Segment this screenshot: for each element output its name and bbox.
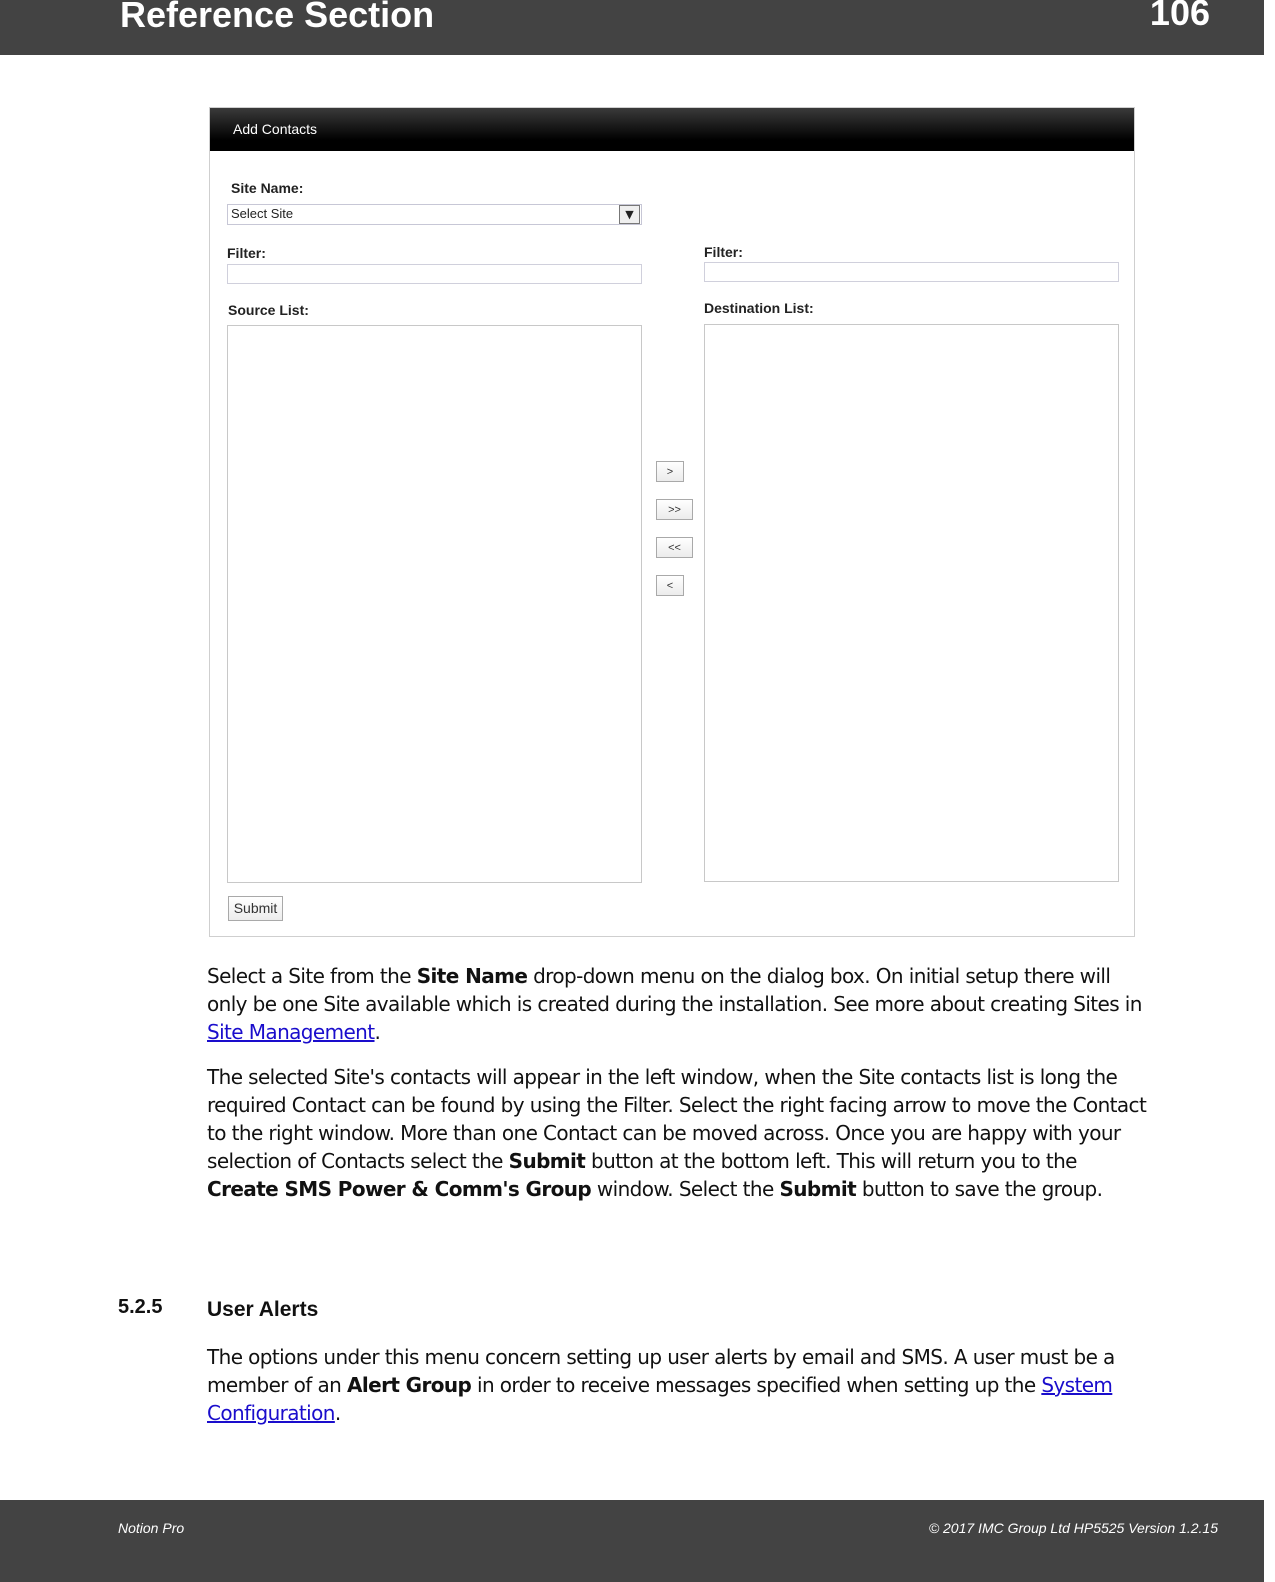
footer-product: Notion Pro bbox=[118, 1520, 185, 1536]
filter-right-input[interactable] bbox=[704, 262, 1119, 282]
destination-list-label: Destination List: bbox=[704, 300, 814, 316]
text: button to save the group. bbox=[856, 1177, 1103, 1201]
site-select-value: Select Site bbox=[231, 206, 294, 221]
source-list-label: Source List: bbox=[228, 302, 309, 318]
text: . bbox=[334, 1401, 341, 1425]
system-configuration-link[interactable]: System Configuration bbox=[207, 1373, 1113, 1425]
filter-left-input[interactable] bbox=[227, 264, 642, 284]
site-management-link[interactable]: Site Management bbox=[207, 1020, 375, 1044]
move-right-button[interactable]: > bbox=[656, 461, 684, 482]
text: The options under this menu concern setting up user alerts by email and SMS. A user must be a member of an bbox=[207, 1345, 1115, 1397]
paragraph-user-alerts bbox=[207, 1343, 1152, 1427]
text: in order to receive messages specified when setting up the bbox=[471, 1373, 1042, 1397]
move-all-left-button[interactable]: << bbox=[656, 537, 693, 558]
chevron-down-icon[interactable]: ▼ bbox=[619, 205, 640, 224]
section-title: User Alerts bbox=[207, 1298, 319, 1321]
section-number: 5.2.5 bbox=[118, 1296, 163, 1318]
site-name-select[interactable] bbox=[227, 204, 642, 225]
footer-copyright: © 2017 IMC Group Ltd HP5525 Version 1.2.15 bbox=[928, 1520, 1218, 1536]
text: . bbox=[374, 1020, 381, 1044]
header-title: Reference Section bbox=[120, 0, 435, 35]
filter-left-label: Filter: bbox=[227, 245, 266, 261]
add-contacts-dialog bbox=[209, 107, 1135, 937]
source-list[interactable] bbox=[227, 325, 642, 883]
text: The selected Site's contacts will appear in the left window, when the Site contacts list is long the required Contact can be found by using the Filter. Select the right facing arrow to move the Contact to the right window. More than one Contact can be moved across. Once you are happy with your selection of Contacts select the bbox=[207, 1065, 1147, 1173]
filter-right-label: Filter: bbox=[704, 244, 743, 260]
bold-submit: Submit bbox=[508, 1149, 586, 1173]
move-all-right-button[interactable]: >> bbox=[656, 499, 693, 520]
text: Select a Site from the bbox=[207, 964, 417, 988]
destination-list[interactable] bbox=[704, 324, 1119, 882]
submit-button[interactable]: Submit bbox=[228, 896, 283, 921]
paragraph-contacts bbox=[207, 1063, 1152, 1203]
dialog-title: Add Contacts bbox=[233, 121, 318, 137]
paragraph-site-select bbox=[207, 962, 1152, 1046]
bold-site-name: Site Name bbox=[416, 964, 528, 988]
bold-alert-group: Alert Group bbox=[346, 1373, 472, 1397]
page-number: 106 bbox=[1149, 0, 1210, 33]
text: button at the bottom left. This will return you to the bbox=[585, 1149, 1077, 1173]
text: drop-down menu on the dialog box. On initial setup there will only be one Site available which is created during the installation. See more about creating Sites in bbox=[207, 964, 1142, 1016]
bold-group-window: Create SMS Power & Comm's Group bbox=[207, 1177, 592, 1201]
move-left-button[interactable]: < bbox=[656, 575, 684, 596]
page-footer bbox=[0, 1500, 1264, 1582]
site-name-label: Site Name: bbox=[231, 180, 304, 196]
text: window. Select the bbox=[591, 1177, 780, 1201]
bold-submit: Submit bbox=[779, 1177, 857, 1201]
dialog-title-bar bbox=[210, 108, 1134, 151]
page-header bbox=[0, 0, 1264, 55]
